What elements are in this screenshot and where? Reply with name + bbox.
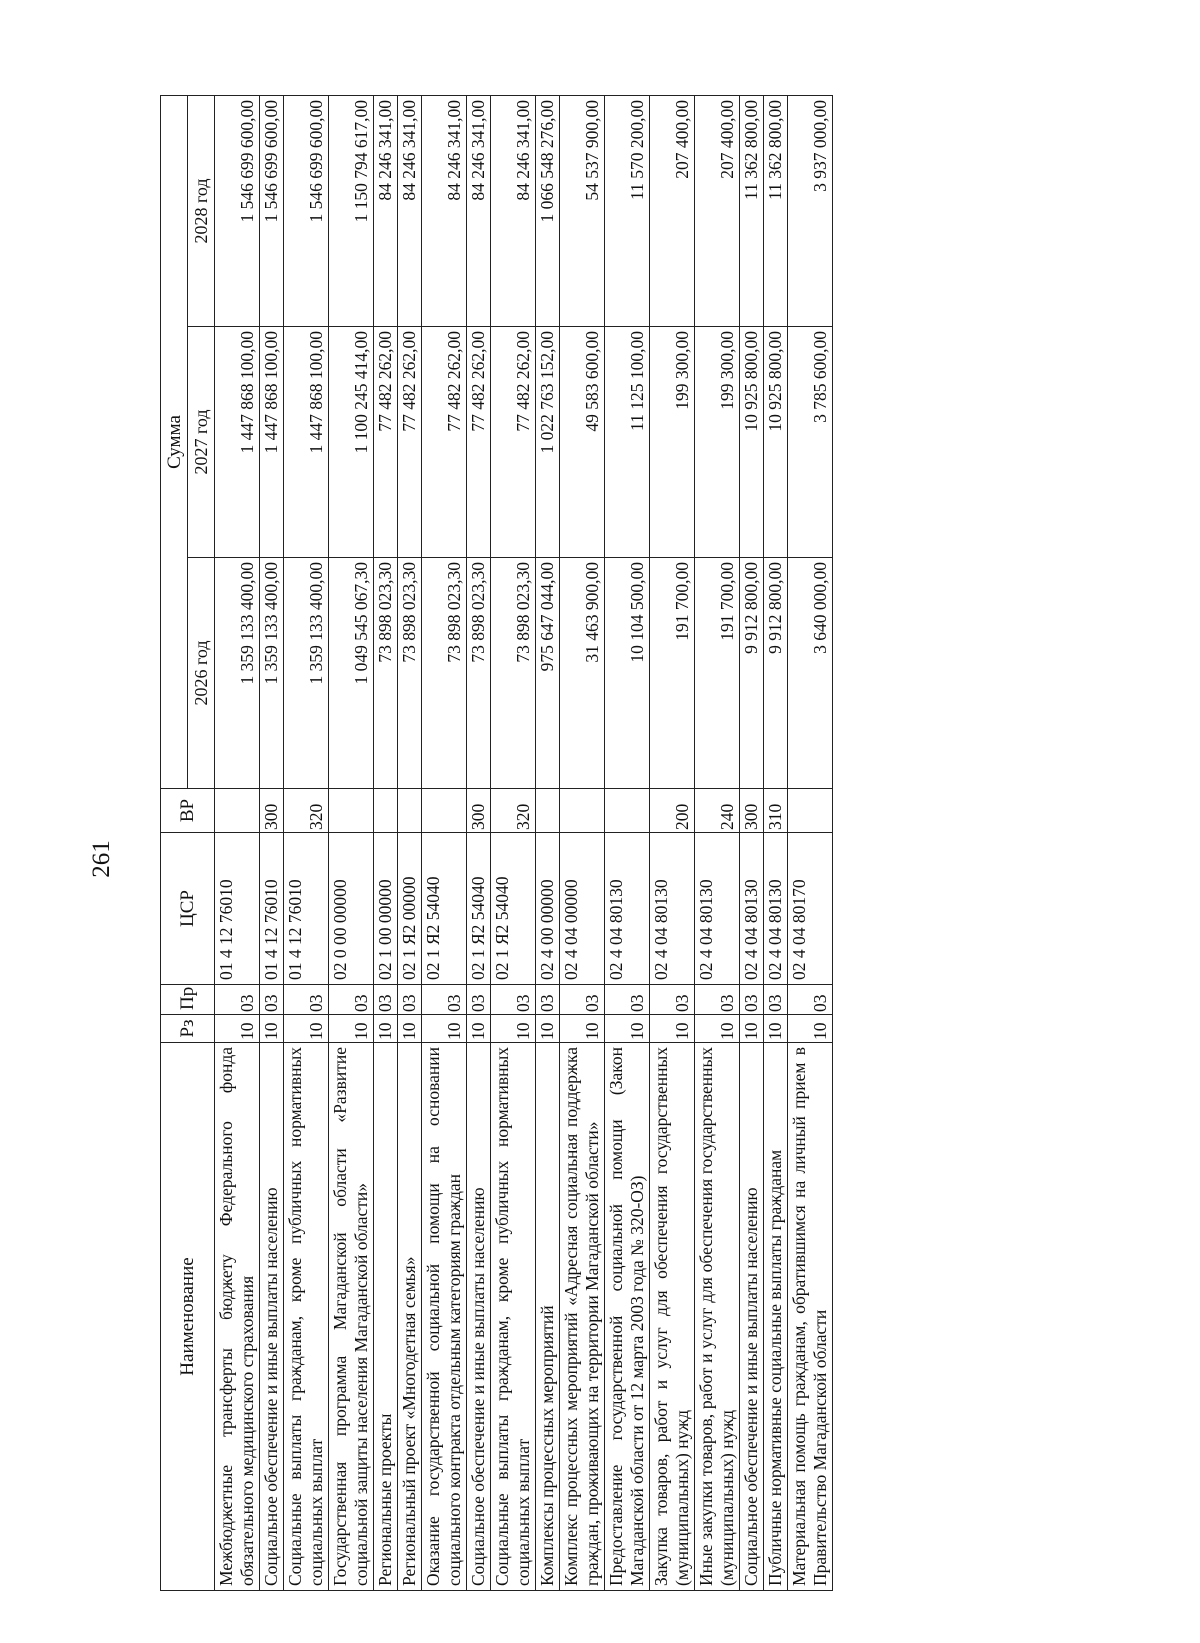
row-vr xyxy=(788,789,833,833)
row-rz: 10 xyxy=(467,1015,491,1043)
row-sum-2028: 1 546 699 600,00 xyxy=(260,96,284,327)
row-pr: 03 xyxy=(536,985,560,1015)
row-sum-2028: 11 362 800,00 xyxy=(740,96,764,327)
table-body xyxy=(215,96,833,1591)
row-sum-2027: 77 482 262,00 xyxy=(422,327,467,558)
table-row xyxy=(695,96,740,1591)
row-name: Социальные выплаты гражданам, кроме публичных нормативных социальных выплат xyxy=(491,1043,536,1591)
row-sum-2026: 1 359 133 400,00 xyxy=(284,558,329,789)
row-pr: 03 xyxy=(284,985,329,1015)
row-sum-2026: 9 912 800,00 xyxy=(740,558,764,789)
row-rz: 10 xyxy=(284,1015,329,1043)
row-sum-2028: 1 546 699 600,00 xyxy=(284,96,329,327)
row-rz: 10 xyxy=(329,1015,374,1043)
row-sum-2028: 207 400,00 xyxy=(695,96,740,327)
row-rz: 10 xyxy=(491,1015,536,1043)
row-sum-2027: 3 785 600,00 xyxy=(788,327,833,558)
row-sum-2028: 11 570 200,00 xyxy=(605,96,650,327)
row-rz: 10 xyxy=(374,1015,398,1043)
row-vr: 200 xyxy=(650,789,695,833)
row-name: Оказание государственной социальной помощи на основании социального контракта отдельным категориям граждан xyxy=(422,1043,467,1591)
row-pr: 03 xyxy=(260,985,284,1015)
row-sum-2028: 207 400,00 xyxy=(650,96,695,327)
row-sum-2026: 1 359 133 400,00 xyxy=(215,558,260,789)
row-sum-2027: 1 022 763 152,00 xyxy=(536,327,560,558)
table-row xyxy=(536,96,560,1591)
table-row xyxy=(560,96,605,1591)
row-pr: 03 xyxy=(422,985,467,1015)
row-csr: 02 4 04 80130 xyxy=(764,833,788,985)
row-rz: 10 xyxy=(536,1015,560,1043)
row-csr: 02 1 Я2 00000 xyxy=(398,833,422,985)
row-sum-2028: 84 246 341,00 xyxy=(398,96,422,327)
row-name: Закупка товаров, работ и услуг для обеспечения государственных (муниципальных) нужд xyxy=(650,1043,695,1591)
row-sum-2026: 1 359 133 400,00 xyxy=(260,558,284,789)
row-name: Социальное обеспечение и иные выплаты населению xyxy=(260,1043,284,1591)
row-pr: 03 xyxy=(374,985,398,1015)
row-rz: 10 xyxy=(260,1015,284,1043)
row-rz: 10 xyxy=(605,1015,650,1043)
row-sum-2026: 191 700,00 xyxy=(695,558,740,789)
row-sum-2026: 10 104 500,00 xyxy=(605,558,650,789)
row-rz: 10 xyxy=(560,1015,605,1043)
row-sum-2027: 77 482 262,00 xyxy=(398,327,422,558)
row-rz: 10 xyxy=(695,1015,740,1043)
row-name: Государственная программа Магаданской области «Развитие социальной защиты населения Магаданской области» xyxy=(329,1043,374,1591)
row-vr xyxy=(398,789,422,833)
row-sum-2028: 11 362 800,00 xyxy=(764,96,788,327)
row-sum-2026: 73 898 023,30 xyxy=(491,558,536,789)
table-row xyxy=(740,96,764,1591)
table-row xyxy=(398,96,422,1591)
row-rz: 10 xyxy=(764,1015,788,1043)
row-pr: 03 xyxy=(650,985,695,1015)
row-vr: 300 xyxy=(260,789,284,833)
row-rz: 10 xyxy=(740,1015,764,1043)
header-year-2028: 2028 год xyxy=(188,96,215,327)
row-sum-2027: 1 447 868 100,00 xyxy=(284,327,329,558)
row-pr: 03 xyxy=(329,985,374,1015)
row-sum-2028: 54 537 900,00 xyxy=(560,96,605,327)
row-csr: 02 1 Я2 54040 xyxy=(467,833,491,985)
row-name: Комплекс процессных мероприятий «Адресная социальная поддержка граждан, проживающих на территории Магаданской области» xyxy=(560,1043,605,1591)
table-row xyxy=(215,96,260,1591)
row-vr: 300 xyxy=(467,789,491,833)
row-sum-2026: 3 640 000,00 xyxy=(788,558,833,789)
row-sum-2026: 191 700,00 xyxy=(650,558,695,789)
row-sum-2027: 77 482 262,00 xyxy=(491,327,536,558)
header-csr: ЦСР xyxy=(161,833,215,985)
row-sum-2026: 31 463 900,00 xyxy=(560,558,605,789)
header-year-2026: 2026 год xyxy=(188,558,215,789)
header-rz: Рз xyxy=(161,1015,215,1043)
row-sum-2027: 1 447 868 100,00 xyxy=(215,327,260,558)
header-vr: ВР xyxy=(161,789,215,833)
row-vr xyxy=(215,789,260,833)
row-name: Социальное обеспечение и иные выплаты населению xyxy=(467,1043,491,1591)
row-name: Социальные выплаты гражданам, кроме публичных нормативных социальных выплат xyxy=(284,1043,329,1591)
rotated-table-container xyxy=(160,96,1044,1591)
row-csr: 02 1 Я2 54040 xyxy=(491,833,536,985)
table-row xyxy=(764,96,788,1591)
row-sum-2027: 1 100 245 414,00 xyxy=(329,327,374,558)
row-csr: 02 4 04 80130 xyxy=(695,833,740,985)
row-csr: 01 4 12 76010 xyxy=(215,833,260,985)
row-sum-2028: 84 246 341,00 xyxy=(374,96,398,327)
header-year-2027: 2027 год xyxy=(188,327,215,558)
row-vr xyxy=(560,789,605,833)
row-vr: 320 xyxy=(284,789,329,833)
header-pr: Пр xyxy=(161,985,215,1015)
row-csr: 01 4 12 76010 xyxy=(260,833,284,985)
row-name: Региональные проекты xyxy=(374,1043,398,1591)
row-pr: 03 xyxy=(215,985,260,1015)
table-row xyxy=(260,96,284,1591)
row-csr: 02 0 00 00000 xyxy=(329,833,374,985)
row-name: Региональный проект «Многодетная семья» xyxy=(398,1043,422,1591)
row-sum-2026: 73 898 023,30 xyxy=(422,558,467,789)
row-pr: 03 xyxy=(695,985,740,1015)
row-vr xyxy=(605,789,650,833)
row-rz: 10 xyxy=(215,1015,260,1043)
row-sum-2027: 199 300,00 xyxy=(695,327,740,558)
row-sum-2026: 73 898 023,30 xyxy=(398,558,422,789)
budget-table xyxy=(160,95,833,1591)
table-row xyxy=(605,96,650,1591)
table-row xyxy=(467,96,491,1591)
row-pr: 03 xyxy=(740,985,764,1015)
row-sum-2028: 84 246 341,00 xyxy=(467,96,491,327)
table-row xyxy=(491,96,536,1591)
header-sum: Сумма xyxy=(161,96,188,789)
row-csr: 02 4 04 80130 xyxy=(740,833,764,985)
row-pr: 03 xyxy=(560,985,605,1015)
row-name: Межбюджетные трансферты бюджету Федерального фонда обязательного медицинского страхования xyxy=(215,1043,260,1591)
row-vr xyxy=(536,789,560,833)
row-sum-2027: 11 125 100,00 xyxy=(605,327,650,558)
row-vr: 240 xyxy=(695,789,740,833)
row-sum-2028: 1 066 548 276,00 xyxy=(536,96,560,327)
row-rz: 10 xyxy=(398,1015,422,1043)
row-sum-2027: 1 447 868 100,00 xyxy=(260,327,284,558)
row-csr: 02 4 04 80130 xyxy=(605,833,650,985)
row-pr: 03 xyxy=(788,985,833,1015)
row-pr: 03 xyxy=(467,985,491,1015)
row-sum-2026: 1 049 545 067,30 xyxy=(329,558,374,789)
row-rz: 10 xyxy=(650,1015,695,1043)
row-vr: 320 xyxy=(491,789,536,833)
row-sum-2027: 199 300,00 xyxy=(650,327,695,558)
row-sum-2027: 77 482 262,00 xyxy=(374,327,398,558)
table-row xyxy=(284,96,329,1591)
row-sum-2026: 9 912 800,00 xyxy=(764,558,788,789)
table-row xyxy=(788,96,833,1591)
table-row xyxy=(374,96,398,1591)
row-sum-2028: 3 937 000,00 xyxy=(788,96,833,327)
row-sum-2027: 10 925 800,00 xyxy=(764,327,788,558)
row-sum-2027: 77 482 262,00 xyxy=(467,327,491,558)
header-name: Наименование xyxy=(161,1043,215,1591)
row-csr: 02 4 04 00000 xyxy=(560,833,605,985)
row-sum-2028: 1 150 794 617,00 xyxy=(329,96,374,327)
row-rz: 10 xyxy=(788,1015,833,1043)
row-vr xyxy=(422,789,467,833)
row-pr: 03 xyxy=(764,985,788,1015)
row-sum-2026: 975 647 044,00 xyxy=(536,558,560,789)
row-sum-2026: 73 898 023,30 xyxy=(467,558,491,789)
row-sum-2028: 84 246 341,00 xyxy=(491,96,536,327)
row-name: Публичные нормативные социальные выплаты гражданам xyxy=(764,1043,788,1591)
row-csr: 02 4 00 00000 xyxy=(536,833,560,985)
row-vr xyxy=(374,789,398,833)
row-name: Материальная помощь гражданам, обратившимся на личный прием в Правительство Магаданской области xyxy=(788,1043,833,1591)
row-sum-2027: 49 583 600,00 xyxy=(560,327,605,558)
row-csr: 01 4 12 76010 xyxy=(284,833,329,985)
row-csr: 02 4 04 80170 xyxy=(788,833,833,985)
row-csr: 02 4 04 80130 xyxy=(650,833,695,985)
page-number: 261 xyxy=(87,840,115,878)
row-pr: 03 xyxy=(605,985,650,1015)
row-vr: 310 xyxy=(764,789,788,833)
row-sum-2028: 84 246 341,00 xyxy=(422,96,467,327)
table-row xyxy=(650,96,695,1591)
row-vr: 300 xyxy=(740,789,764,833)
table-row xyxy=(422,96,467,1591)
row-sum-2028: 1 546 699 600,00 xyxy=(215,96,260,327)
row-name: Предоставление государственной социальной помощи (Закон Магаданской области от 12 марта 2003 года № 320-ОЗ) xyxy=(605,1043,650,1591)
row-csr: 02 1 Я2 54040 xyxy=(422,833,467,985)
row-name: Социальное обеспечение и иные выплаты населению xyxy=(740,1043,764,1591)
row-vr xyxy=(329,789,374,833)
row-name: Иные закупки товаров, работ и услуг для обеспечения государственных (муниципальных) нужд xyxy=(695,1043,740,1591)
row-pr: 03 xyxy=(398,985,422,1015)
row-sum-2027: 10 925 800,00 xyxy=(740,327,764,558)
row-pr: 03 xyxy=(491,985,536,1015)
row-name: Комплексы процессных мероприятий xyxy=(536,1043,560,1591)
row-csr: 02 1 00 00000 xyxy=(374,833,398,985)
table-row xyxy=(329,96,374,1591)
row-sum-2026: 73 898 023,30 xyxy=(374,558,398,789)
row-rz: 10 xyxy=(422,1015,467,1043)
